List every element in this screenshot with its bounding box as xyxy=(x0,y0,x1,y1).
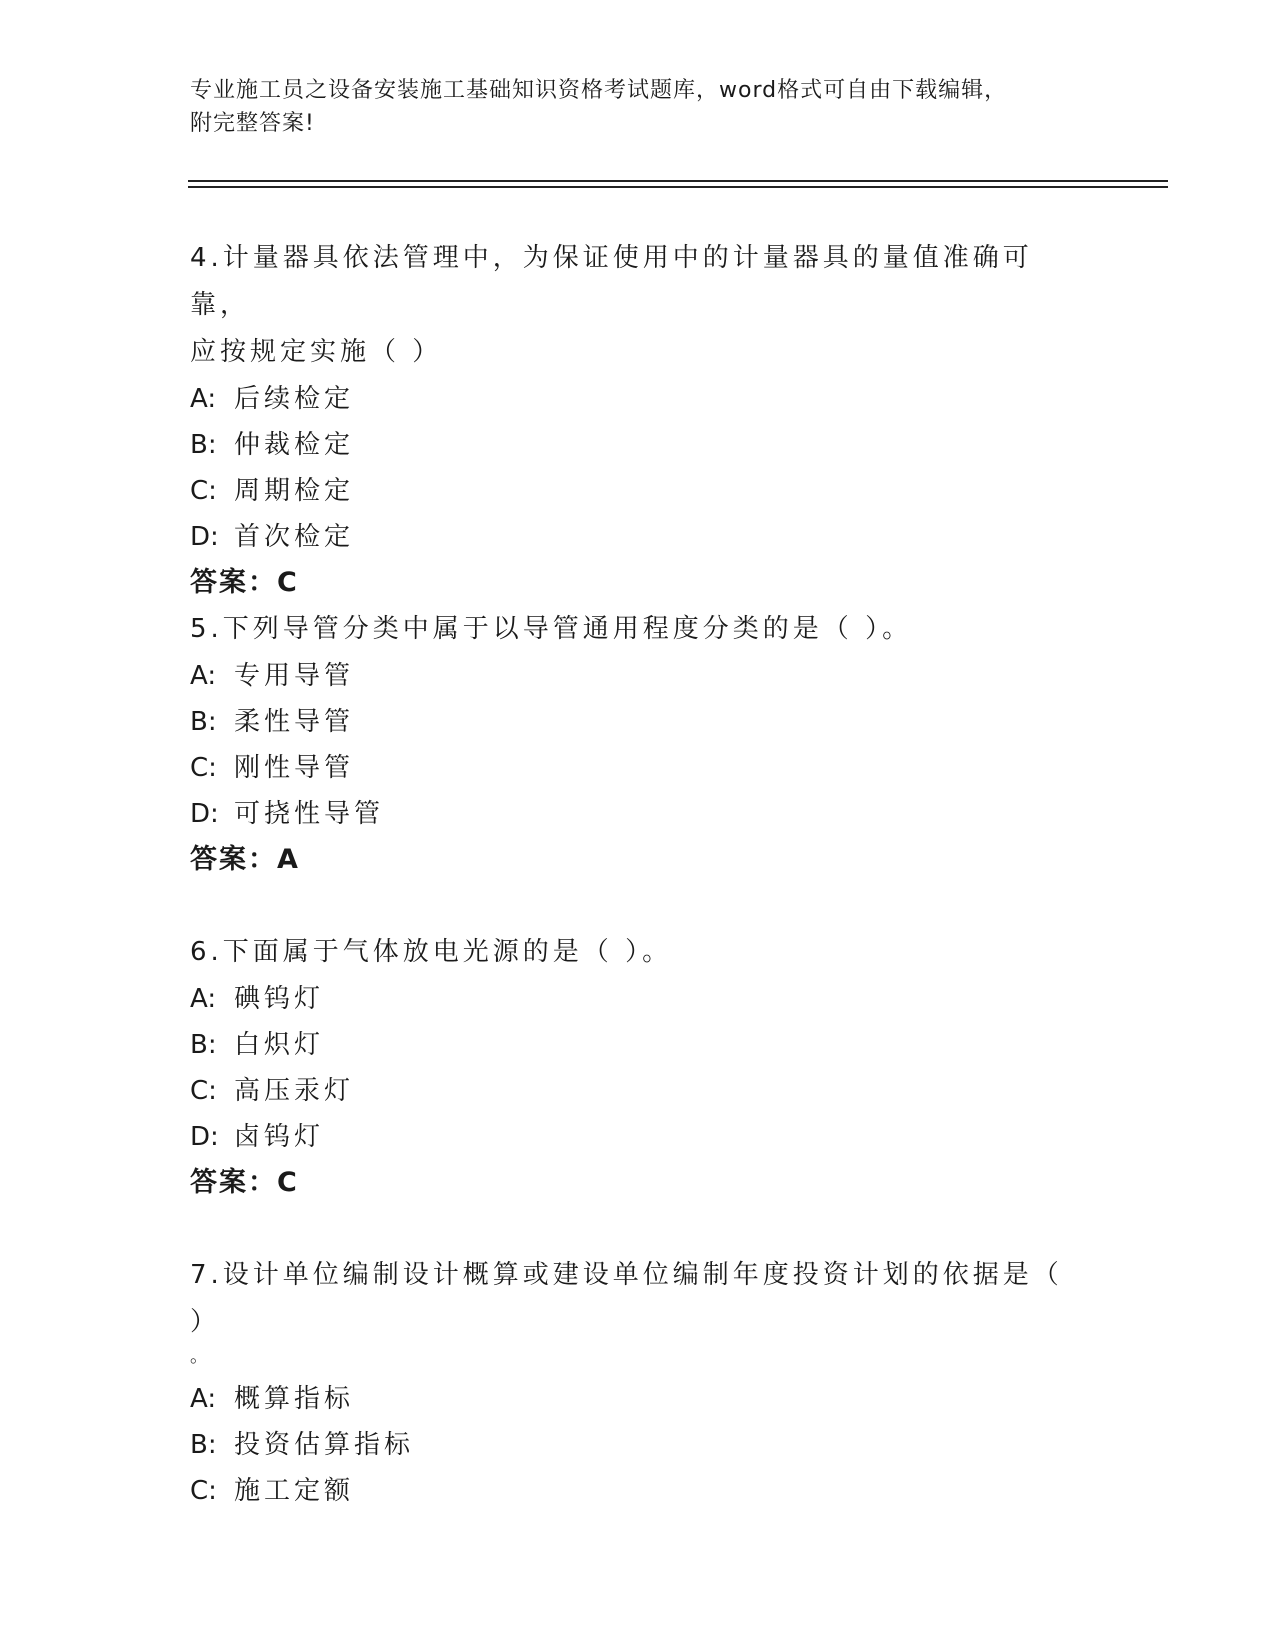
option-b xyxy=(190,1022,1090,1068)
option-letter: A: xyxy=(190,384,217,414)
question-stem-line-1: 4.计量器具依法管理中，为保证使用中的计量器具的量值准确可靠， xyxy=(190,243,1033,320)
question-stem-line-1: 5.下列导管分类中属于以导管通用程度分类的是（ ）。 xyxy=(190,614,913,644)
option-c xyxy=(190,1068,1090,1114)
option-a xyxy=(190,1376,1090,1422)
question-stem-line-2: 应按规定实施（ ） xyxy=(190,337,443,367)
option-letter: C: xyxy=(190,1476,217,1506)
question-stem-line-1: 6.下面属于气体放电光源的是（ ）。 xyxy=(190,937,673,967)
option-letter: B: xyxy=(190,707,217,737)
question-stem-tail: 。 xyxy=(190,1346,208,1367)
option-letter: A: xyxy=(190,661,217,691)
question-stem-line-1: 7.设计单位编制设计概算或建设单位编制年度投资计划的依据是（ ） xyxy=(190,1260,1063,1337)
option-letter: B: xyxy=(190,430,217,460)
option-text: 白炽灯 xyxy=(234,1030,325,1060)
option-letter: A: xyxy=(190,1384,217,1414)
option-c xyxy=(190,468,1090,514)
question-7 xyxy=(190,1252,1090,1514)
option-d xyxy=(190,1114,1090,1160)
option-text: 卤钨灯 xyxy=(234,1122,325,1152)
option-letter: D: xyxy=(190,522,219,552)
option-text: 周期检定 xyxy=(234,476,355,506)
option-text: 概算指标 xyxy=(234,1384,355,1414)
option-b xyxy=(190,1422,1090,1468)
option-text: 投资估算指标 xyxy=(234,1430,415,1460)
option-c xyxy=(190,745,1090,791)
question-4 xyxy=(190,235,1090,606)
answer-line: 答案：A xyxy=(190,844,300,875)
option-b xyxy=(190,699,1090,745)
option-letter: C: xyxy=(190,753,217,783)
header-divider-bottom xyxy=(188,186,1168,188)
option-text: 仲裁检定 xyxy=(234,430,355,460)
option-b xyxy=(190,422,1090,468)
option-letter: B: xyxy=(190,1430,217,1460)
option-letter: A: xyxy=(190,984,217,1014)
option-text: 刚性导管 xyxy=(234,753,355,783)
question-6 xyxy=(190,929,1090,1206)
option-a xyxy=(190,653,1090,699)
option-d xyxy=(190,514,1090,560)
header-line-1: 专业施工员之设备安装施工基础知识资格考试题库，word格式可自由下载编辑， xyxy=(190,78,1008,103)
option-c xyxy=(190,1468,1090,1514)
document-header xyxy=(190,74,1070,140)
answer-line: 答案：C xyxy=(190,1167,299,1198)
option-text: 施工定额 xyxy=(234,1476,355,1506)
option-text: 首次检定 xyxy=(234,522,355,552)
option-text: 碘钨灯 xyxy=(234,984,325,1014)
option-text: 高压汞灯 xyxy=(234,1076,355,1106)
option-letter: D: xyxy=(190,1122,219,1152)
option-a xyxy=(190,376,1090,422)
option-letter: C: xyxy=(190,476,217,506)
option-letter: D: xyxy=(190,799,219,829)
question-5 xyxy=(190,606,1090,883)
option-text: 柔性导管 xyxy=(234,707,355,737)
header-divider-top xyxy=(188,180,1168,182)
option-letter: C: xyxy=(190,1076,217,1106)
option-a xyxy=(190,976,1090,1022)
option-text: 专用导管 xyxy=(234,661,355,691)
option-letter: B: xyxy=(190,1030,217,1060)
option-text: 后续检定 xyxy=(234,384,355,414)
option-d xyxy=(190,791,1090,837)
header-line-2: 附完整答案! xyxy=(190,111,315,136)
answer-line: 答案：C xyxy=(190,567,299,598)
option-text: 可挠性导管 xyxy=(234,799,385,829)
